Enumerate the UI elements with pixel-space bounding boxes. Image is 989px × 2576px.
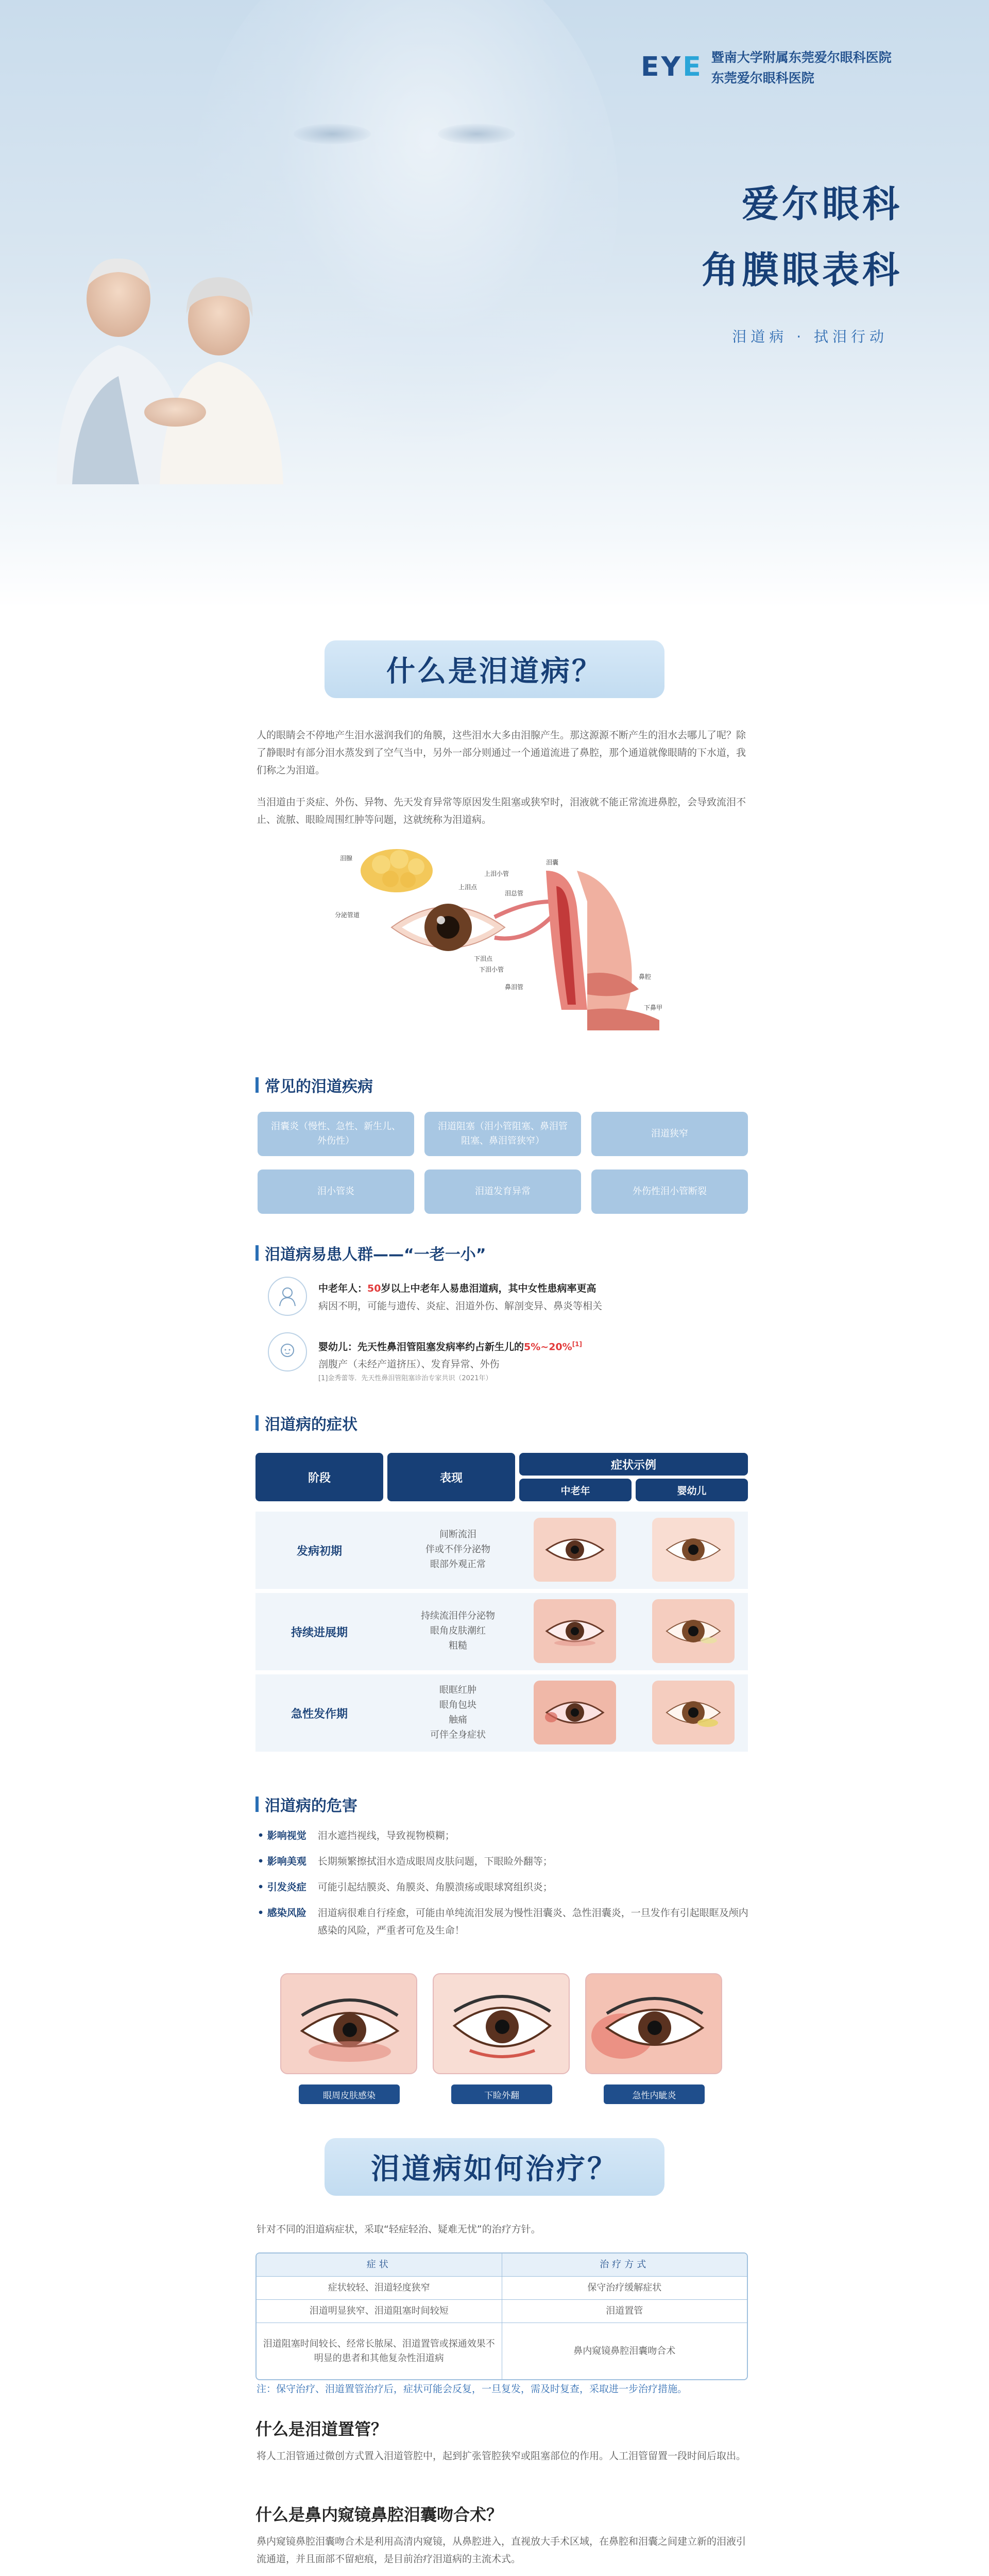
elder-percent: 50 [367, 1283, 381, 1294]
disease-item: 泪小管炎 [258, 1170, 414, 1214]
elder-label: 中老年人： [318, 1283, 368, 1294]
stage-2-desc: 持续流泪伴分泌物 眼角皮肤潮红 粗糙 [421, 1611, 495, 1651]
infant-text: 先天性鼻泪管阻塞发病率约占新生儿的 [357, 1341, 524, 1353]
svg-text:鼻泪管: 鼻泪管 [505, 984, 524, 991]
disease-item: 泪囊炎（慢性、急性、新生儿、外伤性） [258, 1112, 414, 1156]
harm-image-skin [280, 1973, 417, 2074]
disease-item: 泪道发育异常 [424, 1170, 581, 1214]
treatment-intro: 针对不同的泪道病症状，采取“轻症轻治、疑难无忧”的治疗方针。 [257, 2224, 541, 2235]
citation: [1]金秀蕾等．先天性鼻泪管阻塞诊治专家共识（2021年） [318, 1375, 492, 1383]
header-desc: 表现 [387, 1453, 515, 1501]
lacrimal-anatomy-diagram [330, 840, 685, 1036]
table-row: 症状较轻、泪道轻度狭窄 保守治疗缓解症状 [257, 2276, 747, 2299]
what-is-paragraph-2: 当泪道由于炎症、外伤、异物、先天发育异常等原因发生阻塞或狭窄时，泪液就不能正常流进鼻腔，会导致流泪不止、流脓、眼睑周围红肿等问题，这就统称为泪道病。 [257, 796, 746, 825]
infant-label: 婴幼儿： [318, 1341, 358, 1353]
diseases-title: 常见的泪道疾病 [255, 1074, 373, 1096]
group-infant [268, 1332, 582, 1384]
harm-image-inflammation [585, 1973, 722, 2074]
svg-text:下鼻甲: 下鼻甲 [644, 1004, 663, 1011]
elder-icon [268, 1277, 307, 1316]
disease-item: 泪道阻塞（泪小管阻塞、鼻泪管阻塞、鼻泪管狭窄） [424, 1112, 581, 1156]
what-is-title: 什么是泪道病？ [325, 640, 664, 698]
header-infant: 婴幼儿 [636, 1479, 748, 1501]
harm-item: • 影响美观 长期频繁擦拭泪水造成眼周皮肤问题，下眼睑外翻等； [258, 1853, 752, 1870]
infant-ref: [1] [572, 1341, 583, 1348]
treatment-title: 泪道病如何治疗？ [325, 2138, 664, 2196]
infant-percent: 5%~20% [524, 1341, 572, 1353]
table-header: 症状 治疗方式 [257, 2253, 747, 2276]
svg-text:上泪小管: 上泪小管 [484, 870, 509, 877]
adult-eye-stage-3 [534, 1681, 616, 1744]
harm-item: • 引发炎症 可能引起结膜炎、角膜炎、角膜溃疡或眼球窝组织炎； [258, 1878, 752, 1896]
logo-line-1: 暨南大学附属东莞爱尔眼科医院 [711, 50, 892, 65]
elder-rest: 岁以上中老年人易患泪道病，其中女性患病率更高 [381, 1283, 596, 1294]
table-row: 泪道阻塞时间较长、经常长脓屎、泪道置管或探通效果不明显的患者和其他复杂性泪道病 鼻内窥镜鼻腔泪囊吻合术 [257, 2323, 747, 2379]
hospital-logo [641, 47, 892, 87]
adult-eye-stage-2 [534, 1599, 616, 1663]
symptoms-title: 泪道病的症状 [255, 1412, 357, 1434]
svg-text:下泪小管: 下泪小管 [479, 966, 504, 973]
harms-title: 泪道病的危害 [255, 1793, 357, 1816]
group-elder [268, 1277, 602, 1316]
logo-line-2: 东莞爱尔眼科医院 [711, 71, 814, 86]
disease-grid [258, 1112, 748, 1214]
stage-3: 急性发作期 [291, 1708, 348, 1721]
tube-title: 什么是泪道置管？ [255, 2419, 388, 2439]
logo-mark: EYE [641, 52, 703, 82]
adult-eye-stage-1 [534, 1518, 616, 1582]
infant-eye-stage-2 [652, 1599, 735, 1663]
svg-text:下泪点: 下泪点 [474, 955, 493, 962]
lacrimal-gland [361, 849, 433, 892]
header-example: 症状示例 [519, 1453, 748, 1476]
tube-text: 将人工泪管通过微创方式置入泪道管腔中，起到扩张管腔狭窄或阻塞部位的作用。人工泪管留置一段时间后取出。 [257, 2450, 746, 2462]
svg-text:上泪点: 上泪点 [458, 884, 478, 891]
dcr-text: 鼻内窥镜鼻腔泪囊吻合术是利用高清内窥镜，从鼻腔进入，直视放大手术区域，在鼻腔和泪囊之间建立新的泪液引流通道，并且面部不留疤痕，是目前治疗泪道病的主流术式。 [257, 2536, 746, 2565]
stage-1-desc: 间断流泪 伴或不伴分泌物 眼部外观正常 [425, 1529, 490, 1570]
stage-1: 发病初期 [296, 1545, 342, 1558]
svg-text:鼻腔: 鼻腔 [639, 973, 652, 980]
hero-subtitle: 泪道病 · 拭泪行动 [732, 328, 888, 345]
stage-2: 持续进展期 [291, 1626, 348, 1639]
infant-eye-stage-1 [652, 1518, 735, 1582]
disease-item: 外伤性泪小管断裂 [591, 1170, 748, 1214]
header-adult: 中老年 [519, 1479, 632, 1501]
hero-banner [0, 0, 989, 608]
treatment-table [255, 2252, 748, 2380]
hero-title-1: 爱尔眼科 [741, 182, 902, 226]
elderly-couple-photo [36, 242, 325, 484]
table-row: 泪道明显狭窄、泪道阻塞时间较短 泪道置管 [257, 2299, 747, 2323]
svg-text:泪总管: 泪总管 [505, 890, 524, 897]
elder-causes: 病因不明，可能与遗传、炎症、泪道外伤、解剖变异、鼻炎等相关 [318, 1300, 603, 1312]
harm-caption: 眼周皮肤感染 [299, 2084, 400, 2104]
eye-illustration [391, 904, 505, 951]
what-is-paragraph-1: 人的眼睛会不停地产生泪水滋润我们的角膜，这些泪水大多由泪腺产生。那这源源不断产生的泪水去哪儿了呢？除了静眼时有部分泪水蒸发到了空气当中，另外一部分则通过一个通道流进了鼻腔，那个通道就像眼睛的下水道，我们称之为泪道。 [257, 730, 746, 776]
harm-caption: 下睑外翻 [451, 2084, 552, 2104]
treatment-note: 注：保守治疗、泪道置管治疗后，症状可能会反复，一旦复发，需及时复查，采取进一步治疗措施。 [257, 2383, 688, 2395]
hero-title-2: 角膜眼表科 [701, 248, 902, 292]
infant-eye-stage-3 [652, 1681, 735, 1744]
harm-caption: 急性内眦炎 [604, 2084, 705, 2104]
header-stage: 阶段 [255, 1453, 383, 1501]
harm-item: • 影响视觉 泪水遮挡视线，导致视物模糊； [258, 1827, 752, 1844]
stage-3-desc: 眼眶红肿 眼角包块 触痛 可伴全身症状 [430, 1685, 486, 1740]
harm-item: • 感染风险 泪道病很难自行痊愈，可能由单纯流泪发展为慢性泪囊炎、急性泪囊炎，一旦发作有引起眼眶及颅内感染的风险，严重者可危及生命！ [258, 1904, 752, 1939]
infant-causes: 剖腹产（未经产道挤压）、发育异常、外伤 [318, 1359, 500, 1370]
harm-image-ectropion [433, 1973, 570, 2074]
svg-text:分泌管道: 分泌管道 [335, 911, 360, 919]
svg-text:泪囊: 泪囊 [546, 859, 559, 866]
svg-text:泪腺: 泪腺 [340, 855, 353, 862]
disease-item: 泪道狭窄 [591, 1112, 748, 1156]
dcr-title: 什么是鼻内窥镜鼻腔泪囊吻合术？ [255, 2505, 503, 2524]
infant-icon [268, 1332, 307, 1371]
groups-title: 泪道病易患人群——“一老一小” [255, 1242, 486, 1264]
